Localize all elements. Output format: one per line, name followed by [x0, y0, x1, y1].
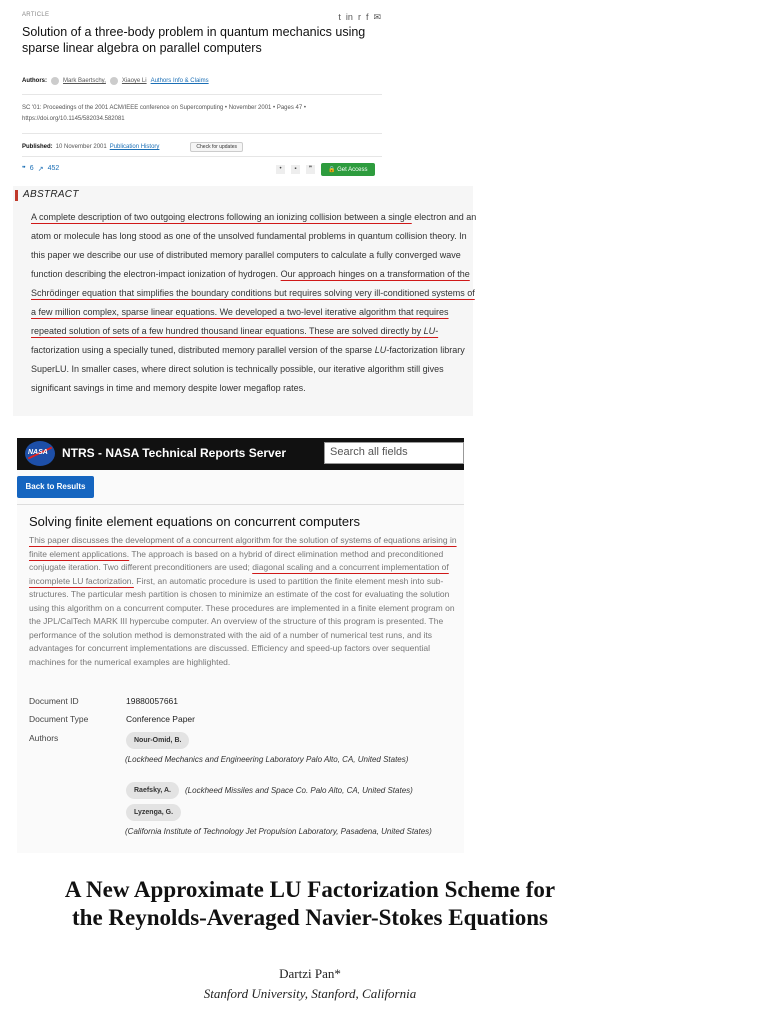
nasa-logo-icon[interactable]: NASA — [25, 441, 55, 466]
published-date: 10 November 2001 — [55, 144, 107, 150]
get-access-button[interactable]: 🔒 Get Access — [321, 163, 375, 176]
highlight-2: diagonal scaling and a concurrent implementation of incomplete LU factorization. — [29, 562, 449, 586]
paper-author: Dartzi Pan* — [279, 966, 341, 981]
ntrs-title: Solving finite element equations on concurrent computers — [29, 514, 360, 529]
email-icon[interactable]: ✉ — [373, 12, 381, 22]
ntrs-header — [17, 438, 464, 470]
ntrs-panel — [17, 438, 464, 853]
citations-icon: ❞ — [22, 166, 26, 173]
author-affiliation-1: (Lockheed Mechanics and Engineering Laboratory Palo Alto, CA, United States) — [125, 755, 409, 764]
linkedin-icon[interactable]: in — [345, 12, 353, 22]
facebook-icon[interactable]: f — [365, 12, 369, 22]
author-chip-3[interactable]: Lyzenga, G. — [126, 804, 181, 821]
author-link-1[interactable]: Mark Baertschy, — [63, 78, 106, 84]
published-label: Published: — [22, 144, 53, 150]
article-title: Solution of a three-body problem in quantum mechanics using sparse linear algebra on parallel computers — [22, 25, 366, 55]
abstract-segment: Our approach hinges on a transformation of the Schrödinger equation that simplifies the boundary conditions but requires solving very ill-conditioned systems of a few million complex, sparse linear equations. We developed a two-level iterative algorithm that requires repeated solution of sets of a few hundred thousand linear equations. These are solved directly by — [31, 269, 475, 336]
ntrs-brand[interactable]: NTRS - NASA Technical Reports Server — [62, 446, 287, 460]
abstract-text — [31, 208, 477, 398]
authors-label: Authors — [29, 733, 59, 743]
downloads-icon: ↗ — [37, 166, 44, 173]
citations-count[interactable]: 6 — [29, 165, 34, 172]
action-buttons — [276, 163, 375, 176]
paper-title-page — [60, 876, 560, 1002]
publication-history-link[interactable]: Publication History — [109, 144, 160, 150]
authors-row — [22, 77, 209, 85]
ntrs-abstract — [29, 534, 459, 669]
divider — [22, 133, 382, 134]
abstract-panel — [13, 186, 477, 416]
authors-label: Authors: — [22, 78, 47, 84]
metrics-row — [22, 165, 59, 173]
back-to-results-button[interactable]: Back to Results — [17, 476, 94, 498]
abstract-segment: electron and an atom or molecule has long stood as one of the unsolved fundamental problems in quantum collision theory. In this paper we describe our use of distributed memory parallel computers to calculate a fully converged wave function describing the electron-impact ionization of hydrogen. — [31, 212, 477, 279]
abstract-heading: ABSTRACT — [23, 189, 79, 200]
author-affiliation-2: (Lockheed Missiles and Space Co. Palo Alto, CA, United States) — [185, 786, 413, 795]
abstract-marker — [15, 190, 18, 201]
document-id-value: 19880057661 — [126, 696, 179, 706]
divider — [22, 94, 382, 95]
acm-article-panel — [18, 8, 383, 178]
ntrs-abstract-segment: The approach is based on a hybrid of direct elimination method and preconditioned conjugate iteration. Two different preconditioners are used; — [29, 548, 444, 572]
quote-icon[interactable]: ❞ — [306, 165, 315, 174]
published-row — [22, 142, 243, 152]
abstract-em: LU- — [374, 345, 390, 355]
authors-info-link[interactable]: Authors Info & Claims — [150, 78, 209, 84]
ntrs-abstract-segment: First, an automatic procedure is used to partition the finite element mesh into sub-structures. The particular mesh partition is chosen to minimize an estimate of the cost for evaluating the solution using this algorithm on a concurrent computer. These procedures are implemented in a finite element program on the JPL/CalTech MARK III hypercube computer. An overview of the structure of this program is presented. The performance of the solution method is demonstrated with the aid of a number of numerical test runs, and its advantages for concurrent implementations are discussed. Efficiency and speed-up factors over sequential machines for the numerical examples are highlighted. — [29, 575, 455, 667]
paper-affiliation: Stanford University, Stanford, California — [203, 986, 417, 1001]
get-access-label: Get Access — [337, 167, 368, 173]
divider — [22, 156, 382, 157]
share-icons — [338, 12, 381, 23]
search-input[interactable]: Search all fields — [324, 442, 464, 464]
avatar — [51, 77, 59, 85]
divider — [17, 504, 464, 505]
check-updates-button[interactable]: Check for updates — [190, 142, 243, 152]
abstract-em: LU- — [423, 326, 439, 336]
bell-icon[interactable]: • — [276, 165, 285, 174]
article-type-label: ARTICLE — [22, 12, 50, 18]
paper-title: A New Approximate LU Factorization Scheme for the Reynolds-Averaged Navier-Stokes Equations — [64, 877, 556, 930]
downloads-count[interactable]: 452 — [47, 165, 60, 172]
document-id-label: Document ID — [29, 696, 79, 706]
avatar — [110, 77, 118, 85]
author-affiliation-3: (California Institute of Technology Jet Propulsion Laboratory, Pasadena, United States) — [125, 827, 432, 836]
highlight-1: This paper discusses the development of a concurrent algorithm for the solution of systems of equations arising in finite element applications. — [29, 535, 457, 559]
abstract-segment: factorization using a specially tuned, distributed memory parallel version of the sparse — [31, 345, 375, 355]
proceedings-info: SC '01: Proceedings of the 2001 ACM/IEEE conference on Supercomputing • November 2001 • Pages 47 • https://doi.org/10.1145/582034.582081 — [22, 105, 306, 122]
folder-icon[interactable]: ▪ — [291, 165, 300, 174]
author-chip-1[interactable]: Nour-Omid, B. — [126, 732, 189, 749]
twitter-icon[interactable]: t — [338, 12, 341, 22]
reddit-icon[interactable]: r — [357, 12, 361, 22]
abstract-segment: factorization library SuperLU. In smaller cases, where direct solution is technically possible, our iterative algorithm still gives significant savings in time and memory despite lower megaflop rates. — [31, 345, 465, 393]
document-type-value: Conference Paper — [126, 714, 195, 724]
highlight-2 — [31, 269, 475, 336]
document-type-label: Document Type — [29, 714, 89, 724]
highlight-1: A complete description of two outgoing electrons following an ionizing collision between a single — [31, 212, 412, 222]
author-chip-2[interactable]: Raefsky, A. — [126, 782, 179, 799]
author-link-2[interactable]: Xiaoye Li — [121, 78, 147, 84]
